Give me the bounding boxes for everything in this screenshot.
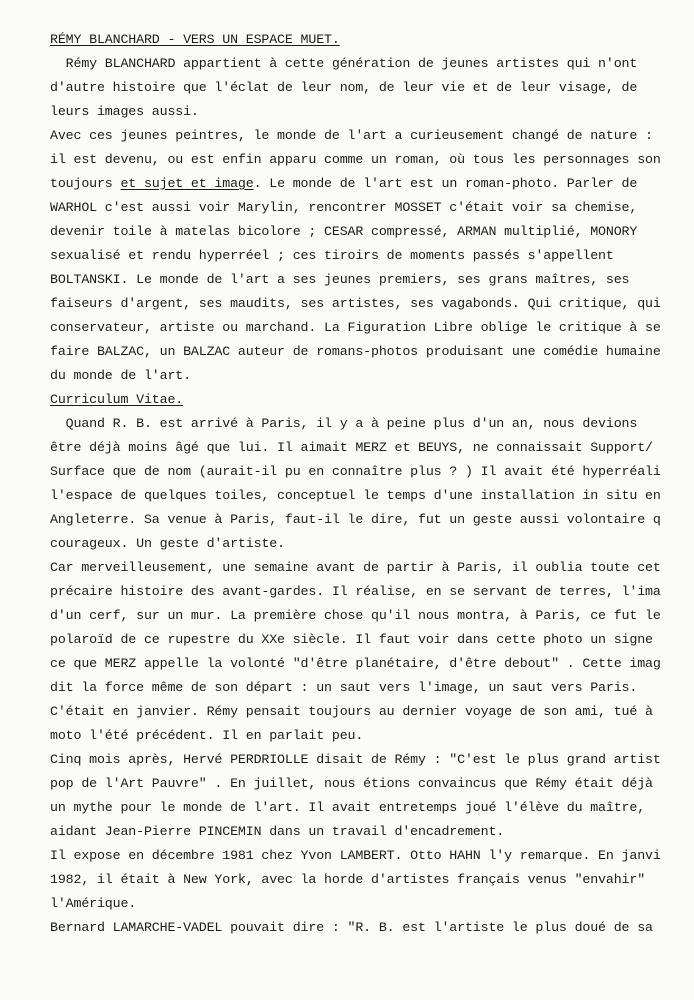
text-line: d'autre histoire que l'éclat de leur nom, de leur vie et de leur visage, de	[50, 80, 638, 95]
text-line: Quand R. B. est arrivé à Paris, il y a à peine plus d'un an, nous devions	[50, 416, 638, 431]
text-line: précaire histoire des avant-gardes. Il réalise, en se servant de terres, l'ima	[50, 584, 661, 599]
text-line: l'Amérique.	[50, 896, 137, 911]
text-line: Bernard LAMARCHE-VADEL pouvait dire : "R. B. est l'artiste le plus doué de sa	[50, 920, 653, 935]
text-line: 1982, il était à New York, avec la horde d'artistes français venus "envahir"	[50, 872, 646, 887]
text-line: Cinq mois après, Hervé PERDRIOLLE disait de Rémy : "C'est le plus grand artist	[50, 752, 661, 767]
text-line: faiseurs d'argent, ses maudits, ses artistes, ses vagabonds. Qui critique, qui	[50, 296, 661, 311]
text-line: être déjà moins âgé que lui. Il aimait MERZ et BEUYS, ne connaissait Support/	[50, 440, 653, 455]
text-line	[50, 174, 637, 194]
document-title: RÉMY BLANCHARD - VERS UN ESPACE MUET.	[50, 32, 340, 47]
text-fragment: toujours	[50, 176, 121, 191]
text-line: WARHOL c'est aussi voir Marylin, rencontrer MOSSET c'était voir sa chemise,	[50, 200, 638, 215]
text-line: C'était en janvier. Rémy pensait toujours au dernier voyage de son ami, tué à	[50, 704, 653, 719]
section-heading: Curriculum Vitae.	[50, 392, 184, 407]
text-line: du monde de l'art.	[50, 368, 191, 383]
text-line: Surface que de nom (aurait-il pu en connaître plus ? ) Il avait été hyperréali	[50, 464, 661, 479]
text-line: Angleterre. Sa venue à Paris, faut-il le dire, fut un geste aussi volontaire q	[50, 512, 661, 527]
text-line: Avec ces jeunes peintres, le monde de l'art a curieusement changé de nature :	[50, 128, 653, 143]
text-line: faire BALZAC, un BALZAC auteur de romans-photos produisant une comédie humaine	[50, 344, 661, 359]
text-line: devenir toile à matelas bicolore ; CESAR compressé, ARMAN multiplié, MONORY	[50, 224, 638, 239]
text-line: pop de l'Art Pauvre" . En juillet, nous étions convaincus que Rémy était déjà	[50, 776, 653, 791]
text-line: BOLTANSKI. Le monde de l'art a ses jeunes premiers, ses grans maîtres, ses	[50, 272, 630, 287]
text-line: il est devenu, ou est enfin apparu comme un roman, où tous les personnages son	[50, 152, 661, 167]
text-line: un mythe pour le monde de l'art. Il avait entretemps joué l'élève du maître,	[50, 800, 646, 815]
text-line: d'un cerf, sur un mur. La première chose qu'il nous montra, à Paris, ce fut le	[50, 608, 661, 623]
text-line: polaroïd de ce rupestre du XXe siècle. Il faut voir dans cette photo un signe	[50, 632, 653, 647]
text-line: ce que MERZ appelle la volonté "d'être planétaire, d'être debout" . Cette imag	[50, 656, 661, 671]
text-line: aidant Jean-Pierre PINCEMIN dans un travail d'encadrement.	[50, 824, 505, 839]
text-line: moto l'été précédent. Il en parlait peu.	[50, 728, 364, 743]
text-line: conservateur, artiste ou marchand. La Figuration Libre oblige le critique à se	[50, 320, 661, 335]
text-line: Rémy BLANCHARD appartient à cette génération de jeunes artistes qui n'ont	[50, 56, 638, 71]
text-line: Il expose en décembre 1981 chez Yvon LAMBERT. Otto HAHN l'y remarque. En janvi	[50, 848, 661, 863]
text-line: l'espace de quelques toiles, conceptuel le temps d'une installation in situ en	[50, 488, 661, 503]
text-line: leurs images aussi.	[50, 104, 199, 119]
text-line: sexualisé et rendu hyperréel ; ces tiroirs de moments passés s'appellent	[50, 248, 614, 263]
text-fragment: . Le monde de l'art est un roman-photo. Parler de	[253, 176, 638, 191]
text-line: dit la force même de son départ : un saut vers l'image, un saut vers Paris.	[50, 680, 638, 695]
text-line: Car merveilleusement, une semaine avant de partir à Paris, il oublia toute cet	[50, 560, 661, 575]
underlined-phrase: et sujet et image	[120, 176, 254, 191]
text-line: courageux. Un geste d'artiste.	[50, 536, 285, 551]
